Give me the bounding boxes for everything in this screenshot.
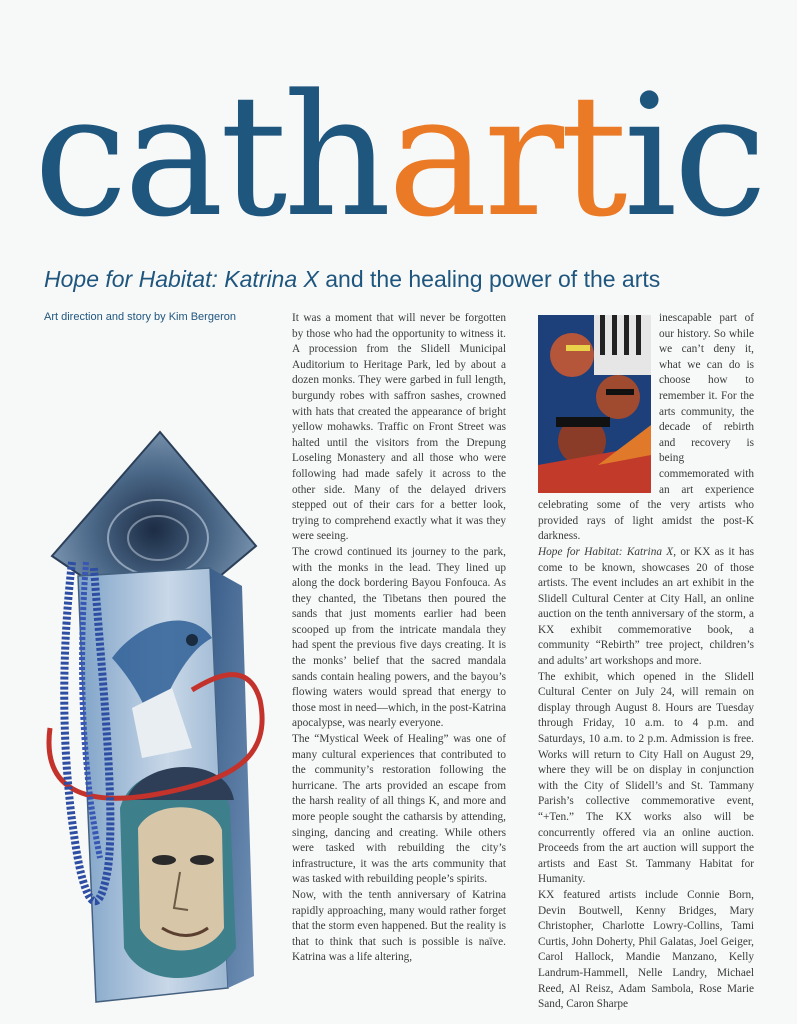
article-column-1	[292, 311, 506, 966]
paragraph: KX featured artists include Connie Born, Devin Boutwell, Kenny Bridges, Mary Christopher, Charlotte Lowry-Collins, Tami Curtis, John Doherty, Phil Galatas, Joel Geiger, Carol Hallock, Mandie Manzano, Kelly Landrum-Hammell, Nelle Landry, Michael Reed, Al Reisz, Adam Sambola, Rose Marie Sand, Caron Sharpe	[538, 888, 754, 1011]
title-part-cath: cath	[33, 58, 388, 254]
paragraph: It was a moment that will never be forgotten by those who had the opportunity to witness it. A procession from the Slidell Municipal Auditorium to Heritage Park, led by about a dozen monks. They were garbed in full length, burgundy robes with saffron sashes, crowned with hats that created the appearance of bright yellow mohawks. Traffic on Front Street was halted until the visitors from the Drepung Loseling Monastery and all those who were following had made safely it across to the other side. Many of the delayed drivers stepped out of their cars for a better look, trying to comprehend exactly what it was they were seeing.	[292, 312, 506, 543]
paragraph	[538, 545, 754, 670]
subtitle-rest: and the healing power of the arts	[318, 266, 661, 292]
paragraph: The “Mystical Week of Healing” was one of many cultural experiences that contributed to the community’s restoration following the hurricane. The arts provided an escape from the harsh reality of all things K, and more and more people sought the catharsis by attending, singing, dancing and creating. While others were tasked with rebuilding the city’s infrastructure, it was the arts community that was tasked with rebuilding people’s spirits.	[292, 733, 506, 886]
paragraph: The crowd continued its journey to the park, with the monks in the lead. They lined up along the dock bordering Bayou Fonfouca. As they chanted, the Tibetans then poured the sands that just moments earlier had been scooped up from the intricate mandala they had spent the previous five days creating. It is the monks’ belief that the sacred mandala sands contain healing powers, and the bayou’s flowing waters would spread that energy to those most in need—which, in the post-Katrina apocalypse, was nearly everyone.	[292, 545, 506, 730]
paragraph: Now, with the tenth anniversary of Katrina rapidly approaching, many would rather forget that the storm even happened. But the reality is that to think that such is possible is naïve. Katrina was a life altering,	[292, 888, 506, 964]
title-part-art: art	[387, 58, 624, 254]
painted-box-sculpture-image	[42, 428, 274, 1008]
page-title	[0, 58, 797, 254]
musicians-painting-image	[538, 315, 651, 493]
byline: Art direction and story by Kim Bergeron	[44, 311, 236, 323]
paragraph: inescapable part of our history. So while we can’t deny it, what we can do is choose how to remember it. For the arts community, the decade of rebirth and recovery is being commemorated with an art experience celebrating some of the very artists who provided rays of light amidst the post-K darkness.	[538, 312, 754, 543]
subtitle	[44, 266, 764, 293]
paragraph: The exhibit, which opened in the Slidell Cultural Center on July 24, will remain on display through August 8. Hours are Tuesday through Friday, 10 a.m. to 4 p.m. and Saturdays, 10 a.m. to 2 p.m. Admission is free. Works will return to City Hall on August 29, where they will be on display in conjunction with the City of Slidell’s and St. Tammany Parish’s collective commemorative event, “+Ten.” The KX works also will be concurrently offered via an online auction. Proceeds from the art auction will support the artists and East St. Tammany Habitat for Humanity.	[538, 670, 754, 886]
paragraph-italic: Hope for Habitat: Katrina X	[538, 545, 674, 558]
subtitle-italic: Hope for Habitat: Katrina X	[44, 266, 319, 292]
title-part-ic: ic	[623, 58, 764, 254]
paragraph-text: , or KX as it has come to be known, showcases 20 of those artists. The event includes an art exhibit in the Slidell Cultural Center at City Hall, an online auction on the tenth anniversary of the storm, a KX exhibit commemorative book, a community “Rebirth” tree project, children’s and adults’ art workshops and more.	[538, 545, 755, 668]
article-column-2	[538, 311, 754, 1013]
